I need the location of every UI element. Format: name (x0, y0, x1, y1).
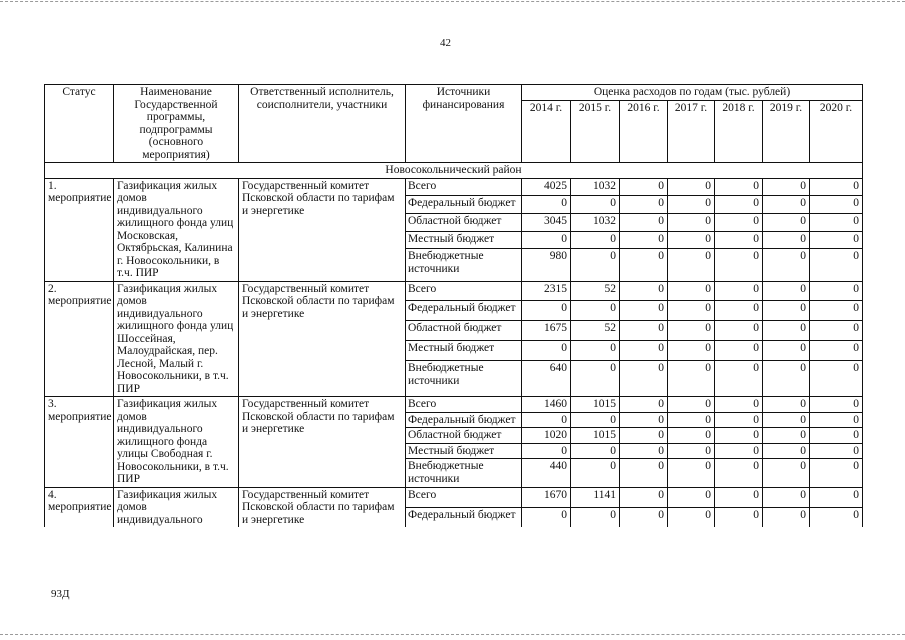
cost-value: 0 (763, 487, 810, 507)
cost-value: 0 (715, 443, 763, 459)
cost-value: 0 (810, 249, 863, 281)
cost-value: 0 (715, 459, 763, 487)
cost-value: 0 (571, 361, 620, 397)
activity-responsible: Государственный комитет Псковской области по тарифам и энергетике (239, 397, 406, 488)
funding-source: Федеральный бюджет (406, 301, 522, 321)
funding-source: Областной бюджет (406, 428, 522, 444)
region-name: Новосокольнический район (45, 163, 863, 179)
expenditure-table (44, 84, 863, 527)
cost-value: 0 (522, 443, 571, 459)
cost-value: 1032 (571, 178, 620, 196)
activity-responsible: Государственный комитет Псковской области по тарифам и энергетике (239, 281, 406, 397)
cost-value: 0 (571, 412, 620, 428)
funding-source: Местный бюджет (406, 443, 522, 459)
activity-status: 4. мероприятие (45, 487, 114, 527)
cost-value: 0 (620, 178, 668, 196)
cost-value: 0 (668, 397, 715, 413)
cost-value: 0 (810, 487, 863, 507)
cost-value: 0 (522, 301, 571, 321)
funding-source: Федеральный бюджет (406, 507, 522, 527)
cost-value: 0 (668, 196, 715, 214)
cost-value: 1460 (522, 397, 571, 413)
cost-value: 0 (522, 412, 571, 428)
funding-source: Федеральный бюджет (406, 196, 522, 214)
cost-value: 0 (522, 196, 571, 214)
funding-source: Всего (406, 397, 522, 413)
header-estimate: Оценка расходов по годам (тыс. рублей) (522, 85, 863, 101)
cost-value: 0 (571, 443, 620, 459)
cost-value: 0 (810, 459, 863, 487)
cost-value: 0 (763, 361, 810, 397)
table-row (45, 487, 863, 507)
cost-value: 0 (668, 487, 715, 507)
funding-source: Областной бюджет (406, 213, 522, 231)
cost-value: 0 (763, 341, 810, 361)
cost-value: 0 (715, 321, 763, 341)
cost-value: 4025 (522, 178, 571, 196)
cost-value: 0 (763, 281, 810, 301)
activity-name: Газификация жилых домов индивидуального жилищного фонда улиц Московская, Октябрьская, Калинина г. Новосокольники, в т.ч. ПИР (114, 178, 239, 281)
cost-value: 0 (668, 321, 715, 341)
cost-value: 0 (668, 443, 715, 459)
cost-value: 0 (810, 443, 863, 459)
funding-source: Местный бюджет (406, 231, 522, 249)
cost-value: 0 (763, 397, 810, 413)
cost-value: 1015 (571, 428, 620, 444)
cost-value: 0 (810, 507, 863, 527)
activity-name: Газификация жилых домов индивидуального жилищного фонда улицы Свободная г. Новосокольники, в т.ч. ПИР (114, 397, 239, 488)
cost-value: 0 (763, 196, 810, 214)
cost-value: 0 (763, 178, 810, 196)
cost-value: 1670 (522, 487, 571, 507)
cost-value: 0 (763, 249, 810, 281)
cost-value: 0 (810, 412, 863, 428)
cost-value: 52 (571, 321, 620, 341)
cost-value: 0 (620, 281, 668, 301)
funding-source: Всего (406, 487, 522, 507)
header-year: 2019 г. (763, 101, 810, 163)
cost-value: 0 (620, 487, 668, 507)
cost-value: 0 (715, 341, 763, 361)
scan-edge-bottom (0, 634, 905, 637)
cost-value: 0 (810, 361, 863, 397)
cost-value: 0 (715, 397, 763, 413)
funding-source: Областной бюджет (406, 321, 522, 341)
cost-value: 440 (522, 459, 571, 487)
header-name: Наименование Государственной программы, подпрограммы (основного мероприятия) (114, 85, 239, 163)
header-year: 2017 г. (668, 101, 715, 163)
activity-name: Газификация жилых домов индивидуального (114, 487, 239, 527)
cost-value: 0 (763, 443, 810, 459)
cost-value: 0 (810, 178, 863, 196)
cost-value: 0 (571, 341, 620, 361)
funding-source: Внебюджетные источники (406, 361, 522, 397)
cost-value: 0 (810, 231, 863, 249)
cost-value: 0 (668, 507, 715, 527)
cost-value: 0 (715, 428, 763, 444)
cost-value: 0 (810, 321, 863, 341)
cost-value: 0 (620, 507, 668, 527)
table-row (45, 281, 863, 301)
cost-value: 0 (668, 428, 715, 444)
page-number: 42 (440, 37, 451, 49)
cost-value: 0 (620, 361, 668, 397)
cost-value: 0 (620, 301, 668, 321)
region-row (45, 163, 863, 179)
cost-value: 0 (715, 507, 763, 527)
cost-value: 3045 (522, 213, 571, 231)
cost-value: 0 (620, 397, 668, 413)
cost-value: 0 (620, 428, 668, 444)
cost-value: 0 (668, 361, 715, 397)
cost-value: 0 (668, 213, 715, 231)
funding-source: Местный бюджет (406, 341, 522, 361)
cost-value: 0 (522, 507, 571, 527)
cost-value: 0 (810, 341, 863, 361)
cost-value: 0 (763, 321, 810, 341)
cost-value: 0 (668, 301, 715, 321)
cost-value: 0 (668, 412, 715, 428)
cost-value: 0 (810, 213, 863, 231)
cost-value: 0 (763, 428, 810, 444)
cost-value: 0 (522, 231, 571, 249)
cost-value: 0 (522, 341, 571, 361)
cost-value: 0 (715, 213, 763, 231)
cost-value: 0 (571, 231, 620, 249)
cost-value: 0 (668, 281, 715, 301)
cost-value: 0 (715, 196, 763, 214)
cost-value: 52 (571, 281, 620, 301)
activity-status: 2. мероприятие (45, 281, 114, 397)
cost-value: 0 (668, 178, 715, 196)
header-row-1 (45, 85, 863, 101)
cost-value: 0 (571, 301, 620, 321)
cost-value: 0 (620, 231, 668, 249)
header-year: 2016 г. (620, 101, 668, 163)
cost-value: 0 (715, 301, 763, 321)
activity-status: 1. мероприятие (45, 178, 114, 281)
scan-edge-top (0, 1, 905, 4)
header-year: 2018 г. (715, 101, 763, 163)
cost-value: 0 (620, 412, 668, 428)
cost-value: 2315 (522, 281, 571, 301)
activity-name: Газификация жилых домов индивидуального жилищного фонда улиц Шоссейная, Малоудрайская, пер. Лесной, Малый г. Новосокольники, в т.ч. ПИР (114, 281, 239, 397)
cost-value: 0 (810, 301, 863, 321)
funding-source: Внебюджетные источники (406, 459, 522, 487)
header-sources: Источники финансирования (406, 85, 522, 163)
cost-value: 1141 (571, 487, 620, 507)
cost-value: 980 (522, 249, 571, 281)
cost-value: 1020 (522, 428, 571, 444)
cost-value: 0 (620, 341, 668, 361)
cost-value: 640 (522, 361, 571, 397)
cost-value: 1032 (571, 213, 620, 231)
cost-value: 0 (620, 443, 668, 459)
header-year: 2020 г. (810, 101, 863, 163)
cost-value: 0 (763, 231, 810, 249)
cost-value: 0 (620, 459, 668, 487)
header-year: 2015 г. (571, 101, 620, 163)
cost-value: 0 (810, 196, 863, 214)
header-status: Статус (45, 85, 114, 163)
cost-value: 0 (763, 301, 810, 321)
funding-source: Всего (406, 178, 522, 196)
cost-value: 0 (810, 428, 863, 444)
cost-value: 0 (668, 341, 715, 361)
cost-value: 0 (571, 459, 620, 487)
cost-value: 0 (620, 321, 668, 341)
cost-value: 0 (668, 459, 715, 487)
funding-source: Внебюджетные источники (406, 249, 522, 281)
activity-responsible: Государственный комитет Псковской области по тарифам и энергетике (239, 487, 406, 527)
footer-code: 93Д (51, 588, 70, 600)
cost-value: 0 (763, 507, 810, 527)
table-row (45, 178, 863, 196)
funding-source: Всего (406, 281, 522, 301)
header-year: 2014 г. (522, 101, 571, 163)
cost-value: 0 (715, 361, 763, 397)
cost-value: 0 (763, 213, 810, 231)
activity-status: 3. мероприятие (45, 397, 114, 488)
cost-value: 0 (715, 178, 763, 196)
cost-value: 0 (668, 231, 715, 249)
cost-value: 0 (810, 281, 863, 301)
cost-value: 1675 (522, 321, 571, 341)
cost-value: 0 (571, 249, 620, 281)
cost-value: 0 (571, 196, 620, 214)
cost-value: 0 (620, 213, 668, 231)
table-row (45, 397, 863, 413)
cost-value: 0 (810, 397, 863, 413)
funding-source: Федеральный бюджет (406, 412, 522, 428)
cost-value: 0 (715, 231, 763, 249)
cost-value: 0 (571, 507, 620, 527)
cost-value: 0 (715, 249, 763, 281)
cost-value: 0 (715, 487, 763, 507)
activity-responsible: Государственный комитет Псковской области по тарифам и энергетике (239, 178, 406, 281)
cost-value: 0 (620, 196, 668, 214)
cost-value: 0 (715, 412, 763, 428)
cost-value: 0 (668, 249, 715, 281)
cost-value: 0 (715, 281, 763, 301)
cost-value: 0 (763, 412, 810, 428)
cost-value: 1015 (571, 397, 620, 413)
cost-value: 0 (763, 459, 810, 487)
header-responsible: Ответственный исполнитель, соисполнители, участники (239, 85, 406, 163)
cost-value: 0 (620, 249, 668, 281)
